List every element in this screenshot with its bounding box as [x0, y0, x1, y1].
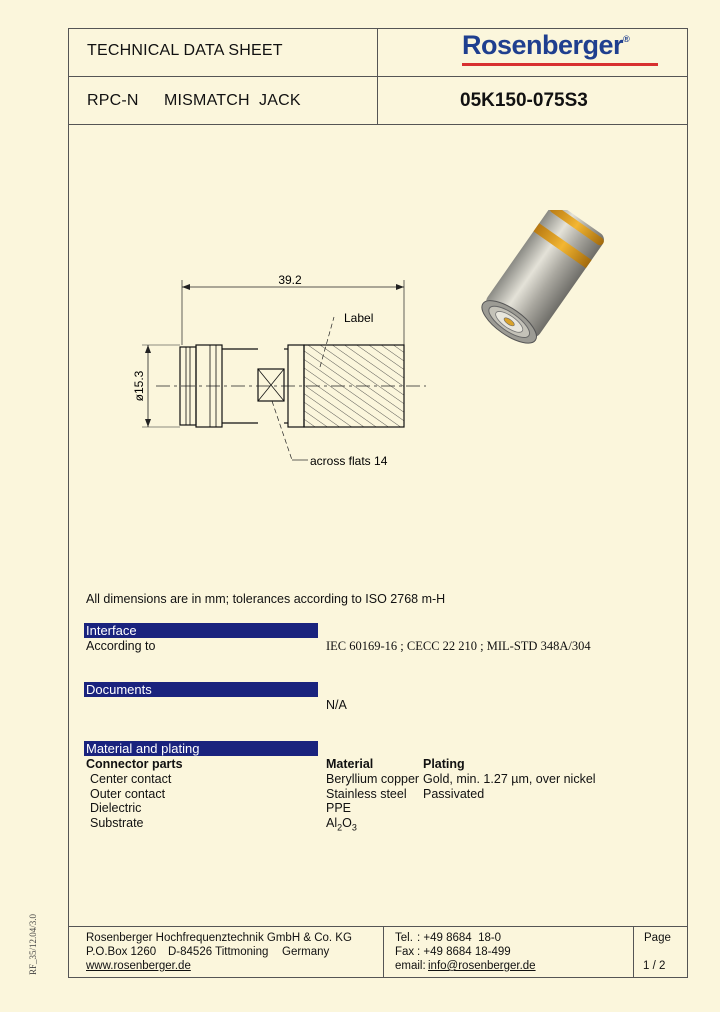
frame-left	[68, 28, 69, 978]
section-interface-header: Interface	[84, 623, 318, 638]
footer-fax: : +49 8684 18-499	[417, 946, 511, 958]
section-documents-header: Documents	[84, 682, 318, 697]
row-material: Beryllium copper	[326, 772, 420, 786]
brand-logo-text: Rosenberger	[462, 30, 624, 60]
footer-fax-label: Fax	[395, 946, 415, 958]
row-part: Substrate	[90, 816, 144, 830]
row-plating: Gold, min. 1.27 µm, over nickel	[423, 772, 596, 786]
row-material: Stainless steel	[326, 787, 407, 801]
footer-address: D-84526 Tittmoning	[168, 946, 269, 958]
flats-callout: across flats 14	[310, 454, 388, 468]
frame-right	[687, 28, 688, 978]
footer-page-number: 1 / 2	[643, 960, 666, 972]
technical-drawing	[120, 265, 430, 475]
footer-divider-2	[633, 926, 634, 977]
dim-diameter-value: ø15.3	[132, 370, 146, 402]
footer-company: Rosenberger Hochfrequenztechnik GmbH & Co. KG	[86, 932, 352, 944]
footer-tel: : +49 8684 18-0	[417, 932, 502, 944]
footer-website-link[interactable]: www.rosenberger.de	[86, 960, 191, 972]
product-name: MISMATCH JACK	[164, 92, 301, 109]
label-callout: Label	[344, 311, 374, 325]
row-material: PPE	[326, 801, 352, 815]
documents-value: N/A	[326, 698, 347, 712]
footer-page-label: Page	[644, 932, 671, 944]
brand-logo	[462, 30, 629, 61]
brand-registered-mark: ®	[623, 34, 630, 44]
doc-type-title: TECHNICAL DATA SHEET	[87, 42, 283, 59]
interface-label: According to	[86, 639, 156, 653]
frame-row1-divider	[68, 76, 688, 77]
footer-divider-1	[383, 926, 384, 977]
footer-tel-label: Tel.	[395, 932, 413, 944]
footer-email-label: email:	[395, 960, 426, 972]
interface-value: IEC 60169-16 ; CECC 22 210 ; MIL-STD 348A/304	[326, 639, 591, 653]
series-name: RPC-N	[87, 92, 139, 109]
side-document-code: RF_35/12.04/3.0	[28, 913, 38, 975]
dimensions-note: All dimensions are in mm; tolerances according to ISO 2768 m-H	[86, 592, 446, 606]
brand-logo-underline	[462, 63, 658, 66]
frame-header-vertical	[377, 28, 378, 125]
frame-footer-top	[68, 926, 688, 927]
frame-row2-divider	[68, 124, 688, 125]
footer-country: Germany	[282, 946, 330, 958]
section-material-header: Material and plating	[84, 741, 318, 756]
substrate-subscript-2: 2	[337, 822, 343, 833]
substrate-element-al: Al	[326, 816, 338, 830]
footer-email-link[interactable]: info@rosenberger.de	[428, 960, 536, 972]
col-connector-parts: Connector parts	[86, 757, 183, 771]
footer-pobox: P.O.Box 1260	[86, 946, 157, 958]
product-3d-image	[455, 210, 615, 360]
part-number: 05K150-075S3	[460, 90, 588, 111]
substrate-subscript-3: 3	[351, 822, 357, 833]
dim-length-value: 39.2	[278, 273, 302, 287]
row-part: Outer contact	[90, 787, 166, 801]
col-material: Material	[326, 757, 374, 771]
row-part: Center contact	[90, 772, 172, 786]
row-plating: Passivated	[423, 787, 485, 801]
row-part: Dielectric	[90, 801, 142, 815]
substrate-element-o: O	[342, 816, 352, 830]
frame-top	[68, 28, 688, 29]
frame-bottom	[68, 977, 688, 978]
substrate-material	[326, 816, 357, 833]
col-plating: Plating	[423, 757, 465, 771]
